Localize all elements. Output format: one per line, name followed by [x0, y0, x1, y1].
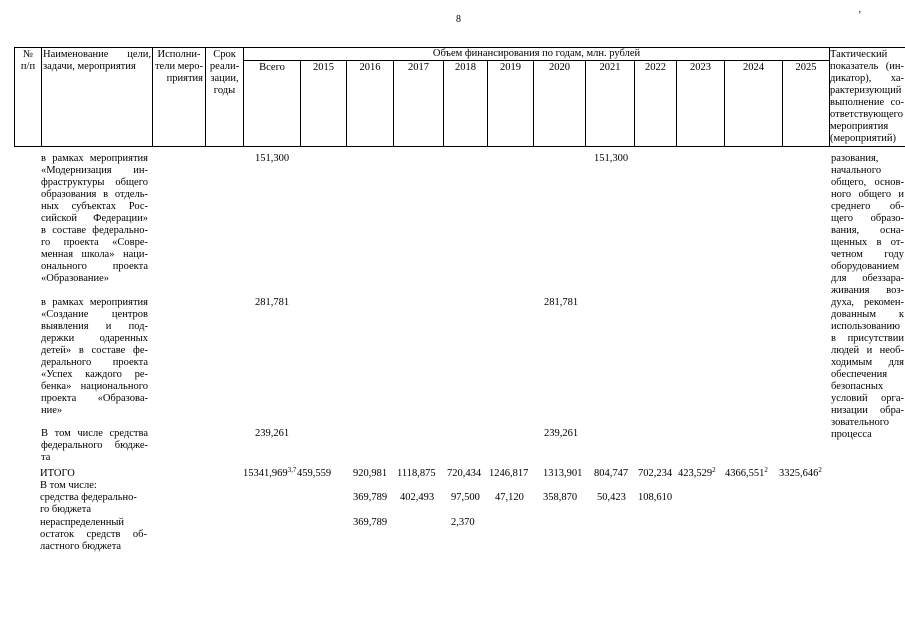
row-3-description: В том числе средства федерального бюдже- та: [41, 428, 148, 463]
federal-2017: 402,493: [400, 492, 435, 503]
page-number: 8: [456, 14, 461, 25]
header-year-2019: 2019: [500, 62, 521, 73]
table-header: [0, 0, 905, 150]
row-1-description: в рамках мероприятия «Модернизация ин- фраструктуры общего образования в отдель- ных субъектах Рос- сийской Федерации» в составе федерально- го проекта «Совре- менная школа» наци- онального проекта «Образование»: [41, 153, 148, 284]
row-1-total: 151,300: [255, 153, 290, 164]
itogo-2017: 1118,875: [397, 468, 436, 479]
header-col-indicator: Тактический показатель (ин- дикатор), ха- рактеризующий выполнение со- ответствующего мероприятия (мероприятий): [830, 49, 904, 144]
federal-2018: 97,500: [451, 492, 480, 503]
federal-2021: 50,423: [597, 492, 626, 503]
header-year-2015: 2015: [313, 62, 334, 73]
header-year-2023: 2023: [690, 62, 711, 73]
row-2-2020: 281,781: [544, 297, 579, 308]
header-year-2016: 2016: [359, 62, 381, 73]
federal-2019: 47,120: [495, 492, 524, 503]
itogo-2018: 720,434: [447, 468, 482, 479]
itogo-2022: 702,234: [638, 468, 673, 479]
row-3-total: 239,261: [255, 428, 290, 439]
header-year-2018: 2018: [455, 62, 476, 73]
row-1-2021: 151,300: [594, 153, 629, 164]
itogo-2024: 4366,551$^2$: [725, 466, 768, 479]
header-col-term: Срок реали- зации, годы: [209, 49, 240, 96]
including-label: В том числе:: [40, 480, 97, 491]
remainder-2018: 2,370: [451, 517, 475, 528]
federal-2020: 358,870: [543, 492, 578, 503]
remainder-2016: 369,789: [353, 517, 388, 528]
header-year-2021: 2021: [599, 62, 621, 73]
header-funding-title: Объем финансирования по годам, млн. рублей: [432, 48, 641, 59]
itogo-2020: 1313,901: [543, 468, 583, 479]
corner-mark: ’: [858, 10, 862, 21]
itogo-2025: 3325,646$^2$: [779, 466, 822, 479]
header-year-2020: 2020: [549, 62, 570, 73]
federal-2022: 108,610: [638, 492, 673, 503]
itogo-2019: 1246,817: [489, 468, 529, 479]
remainder-description: нераспределенный остаток средств об- ластного бюджета: [40, 517, 147, 552]
itogo-2016: 920,981: [353, 468, 388, 479]
header-col-executors: Исполни- тели меро- приятия: [154, 49, 204, 84]
indicator-column-text: разования, начального общего, основ- ного общего и среднего об- щего образо- вания, осна- щенных в от- четном году оборудованием для обеззара- живания воз- духа, рекомен- дованным к использованию в присутствии людей и необ- ходимым для обеспечения безопасных условий орга- низации обра- зовательного процесса: [831, 153, 904, 440]
header-year-2025: 2025: [795, 62, 817, 73]
itogo-2023: 423,529$^2$: [678, 466, 716, 479]
itogo-2015: 459,559: [297, 468, 332, 479]
itogo-total: 15341,969$^{3,7}$: [243, 466, 297, 479]
row-2-total: 281,781: [255, 297, 290, 308]
itogo-2021: 804,747: [594, 468, 629, 479]
federal-2016: 369,789: [353, 492, 388, 503]
header-year-2022: 2022: [645, 62, 666, 73]
header-year-total: Всего: [259, 62, 285, 73]
itogo-label: ИТОГО: [40, 468, 75, 479]
header-col-name: Наименование цели, задачи, мероприятия: [43, 49, 151, 72]
header-year-2024: 2024: [743, 62, 764, 73]
row-3-2020: 239,261: [544, 428, 579, 439]
row-2-description: в рамках мероприятия «Создание центров выявления и под- держки одаренных детей» в составе фе- дерального проекта «Успех каждого ре- бенка» национального проекта «Образова- ние»: [41, 297, 148, 416]
header-year-2017: 2017: [408, 62, 429, 73]
federal-description: средства федерально- го бюджета: [40, 492, 137, 515]
header-col-number: № п/п: [20, 49, 36, 72]
